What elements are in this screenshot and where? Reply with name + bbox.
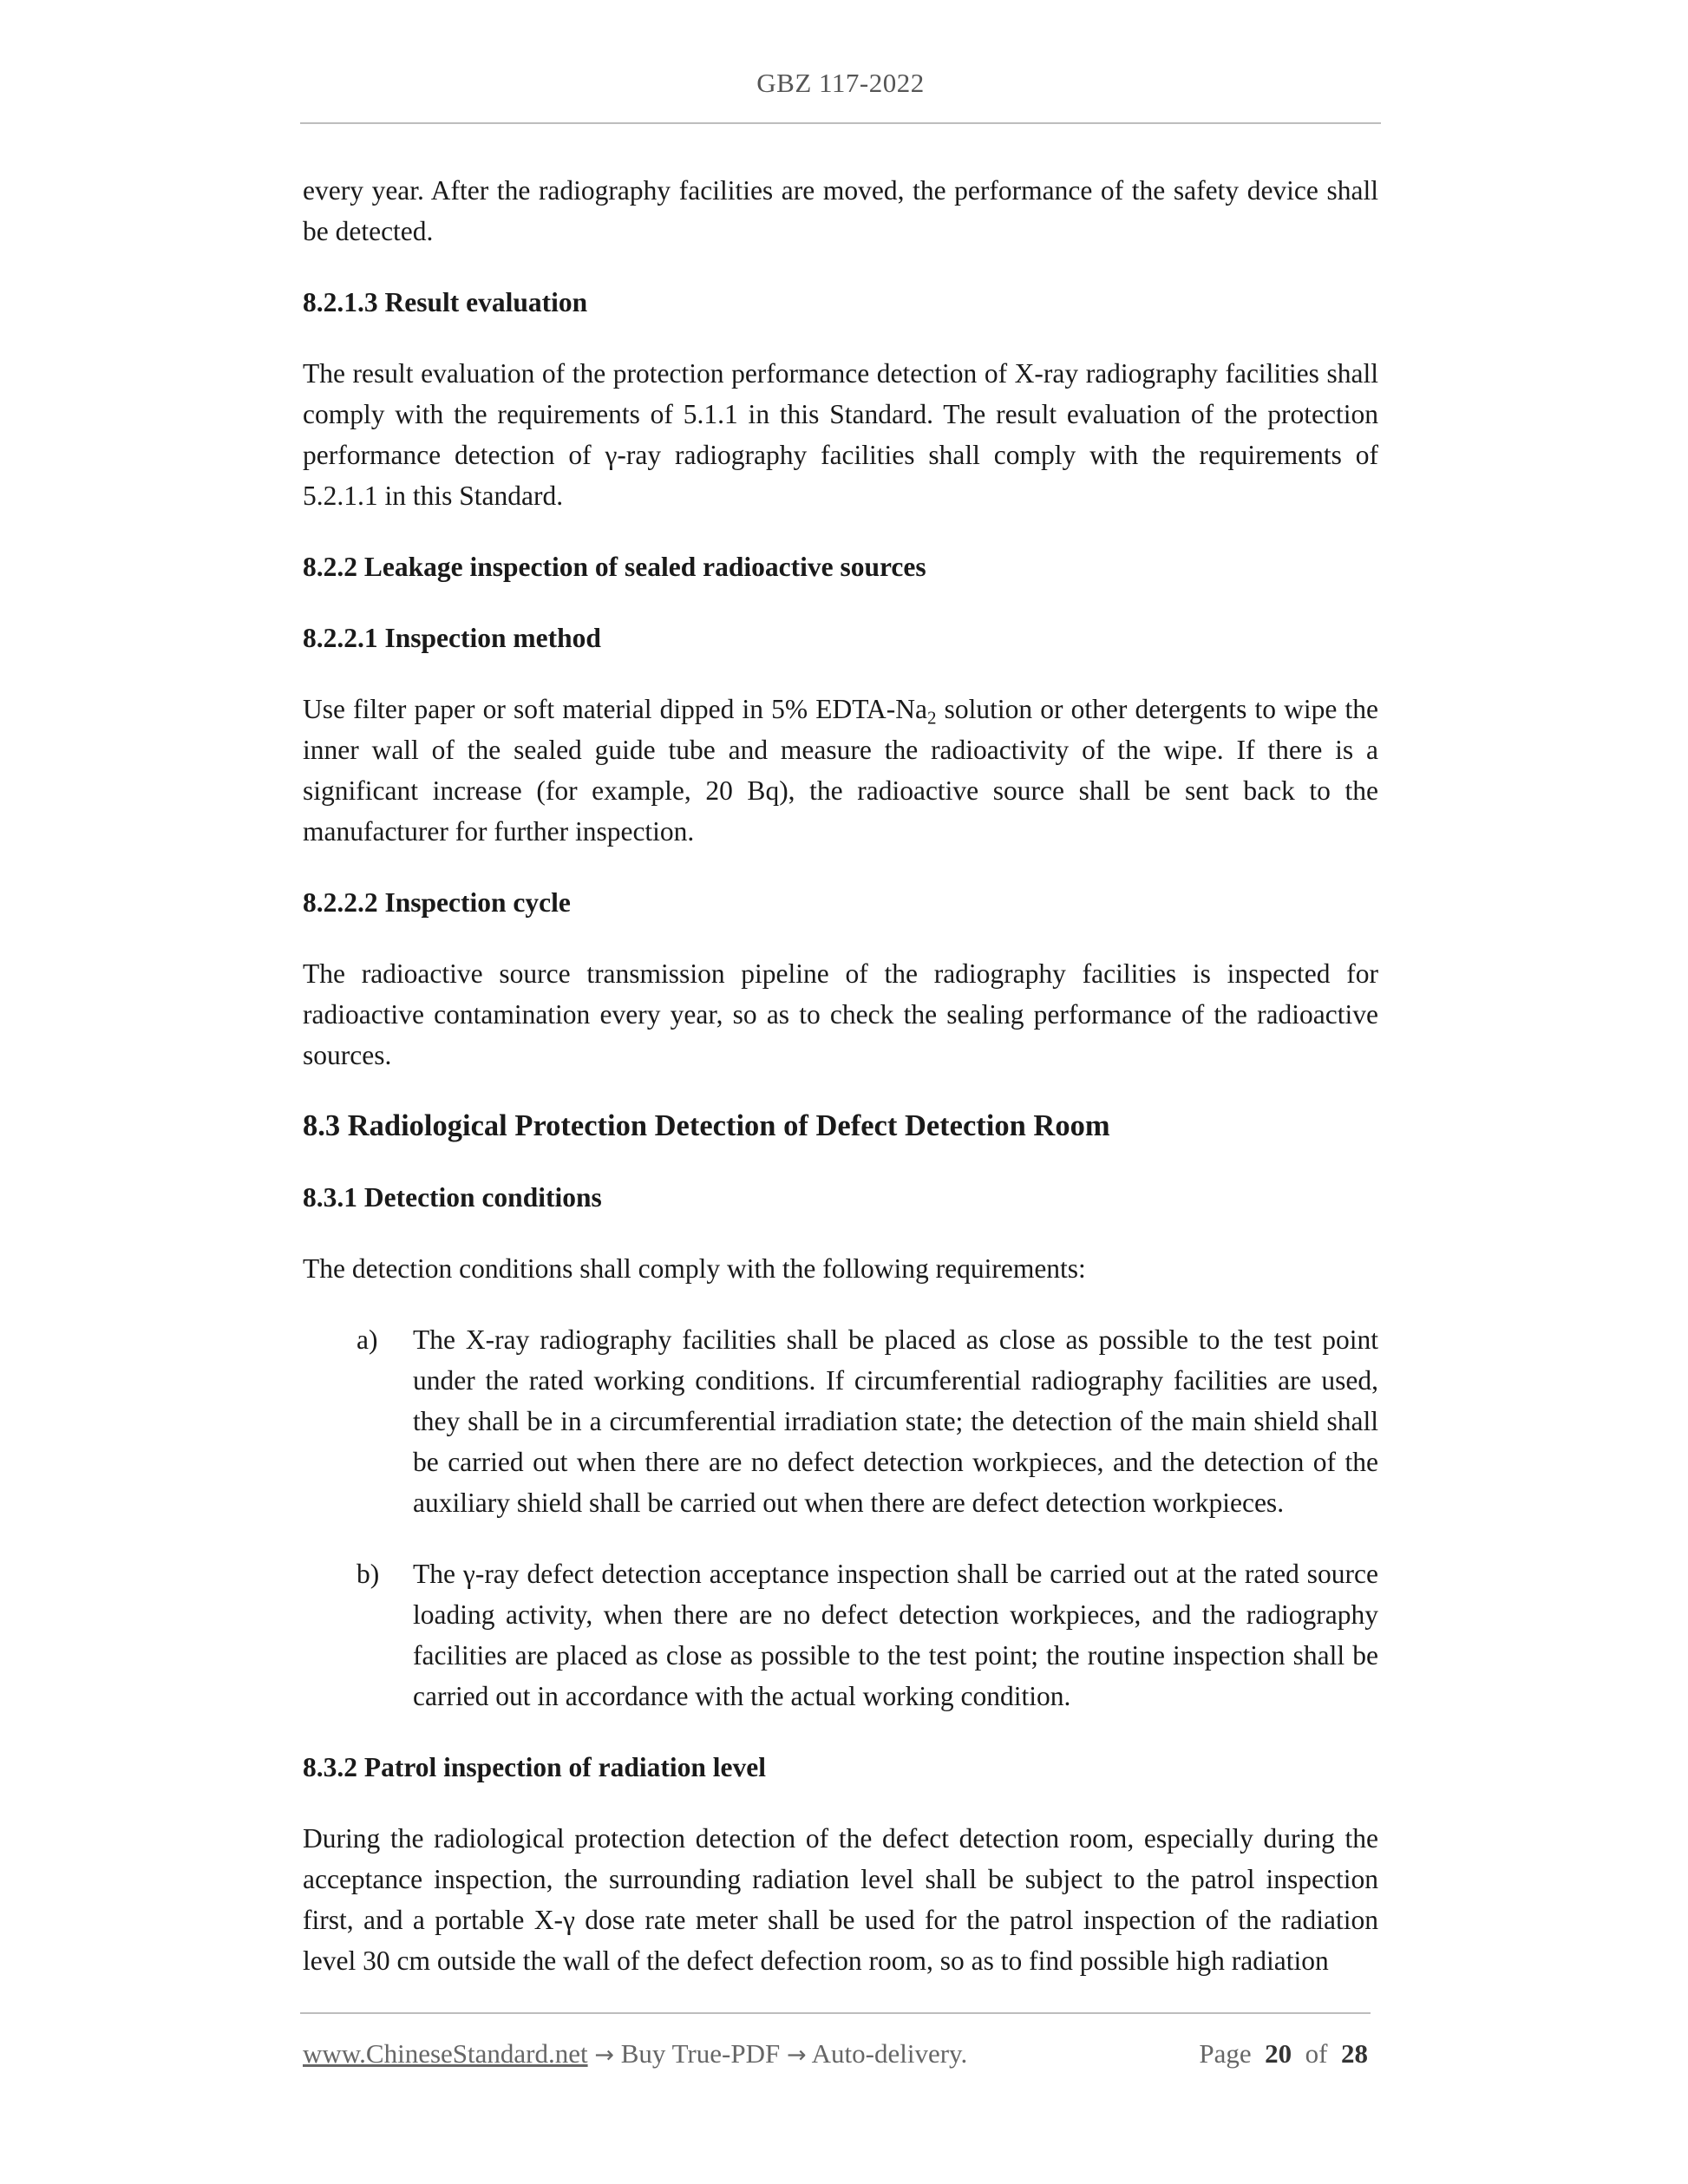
paragraph-inspection-method [303,689,1378,852]
inspection-method-text-start: Use filter paper or soft material dipped in 5% EDTA-Na [303,694,927,724]
page-label: Page [1199,2038,1252,2069]
auto-delivery-text: Auto-delivery. [811,2038,968,2069]
list-item-b [303,1553,1378,1716]
site-link[interactable]: www.ChineseStandard.net [303,2038,588,2069]
page-content [303,170,1378,2011]
heading-8-2-2-1: 8.2.2.1 Inspection method [303,623,601,653]
list-marker-a: a) [357,1324,378,1355]
list-text-a: The X-ray radiography facilities shall be placed as close as possible to the test point under the rated working conditions. If circumferential radiography facilities are used, they shall be in a circumferential irradiation state; the detection of the main shield shall be carried out when there are no defect detection workpieces, and the detection of the auxiliary shield shall be carried out when there are defect detection workpieces. [413,1324,1378,1518]
heading-8-3-1: 8.3.1 Detection conditions [303,1182,602,1213]
buy-pdf-text: Buy True-PDF [620,2038,781,2069]
list-item-a [303,1319,1378,1523]
page-current: 20 [1265,2038,1292,2069]
heading-8-3-2: 8.3.2 Patrol inspection of radiation level [303,1752,767,1782]
page-number [1199,2035,1368,2073]
inspection-method-text-end: solution or other detergents to wipe the inner wall of the sealed guide tube and measure the radioactivity of the wipe. If there is a significant increase (for example, 20 Bq), the radioactive source shall be sent back to the manufacturer for further inspection. [303,694,1378,847]
footer-left [303,2035,967,2075]
paragraph-safety-device: every year. After the radiography facilities are moved, the performance of the safety device shall be detected. [303,175,1378,246]
list-marker-b: b) [357,1559,380,1589]
header-divider [300,122,1381,124]
footer-divider [300,2012,1371,2014]
heading-8-3: 8.3 Radiological Protection Detection of Defect Detection Room [303,1109,1110,1142]
paragraph-result-evaluation: The result evaluation of the protection performance detection of X-ray radiography facilities shall comply with the requirements of 5.1.1 in this Standard. The result evaluation of the protection performance detection of γ-ray radiography facilities shall comply with the requirements of 5.2.1.1 in this Standard. [303,358,1378,511]
page-total: 28 [1341,2038,1368,2069]
list-text-b: The γ-ray defect detection acceptance inspection shall be carried out at the rated source loading activity, when there are no defect detection workpieces, and the radiography facilities are placed as close as possible to the test point; the routine inspection shall be carried out in accordance with the actual working condition. [413,1559,1378,1711]
paragraph-inspection-cycle: The radioactive source transmission pipeline of the radiography facilities is inspected for radioactive contamination every year, so as to check the sealing performance of the radioactive sources. [303,958,1378,1070]
heading-8-2-2: 8.2.2 Leakage inspection of sealed radioactive sources [303,552,926,582]
heading-8-2-2-2: 8.2.2.2 Inspection cycle [303,887,571,918]
subscript-2: 2 [926,707,937,729]
arrow-right-icon: → [786,2042,807,2069]
of-label: of [1305,2038,1328,2069]
arrow-right-icon: → [594,2042,614,2069]
page-header: GBZ 117-2022 [756,68,925,98]
paragraph-detection-conditions: The detection conditions shall comply with the following requirements: [303,1253,1086,1284]
heading-8-2-1-3: 8.2.1.3 Result evaluation [303,287,588,317]
paragraph-patrol-inspection: During the radiological protection detection of the defect detection room, especially during the acceptance inspection, the surrounding radiation level shall be subject to the patrol inspection first, and a portable X-γ dose rate meter shall be used for the patrol inspection of the radiation level 30 cm outside the wall of the defect defection room, so as to find possible high radiation [303,1823,1378,1976]
